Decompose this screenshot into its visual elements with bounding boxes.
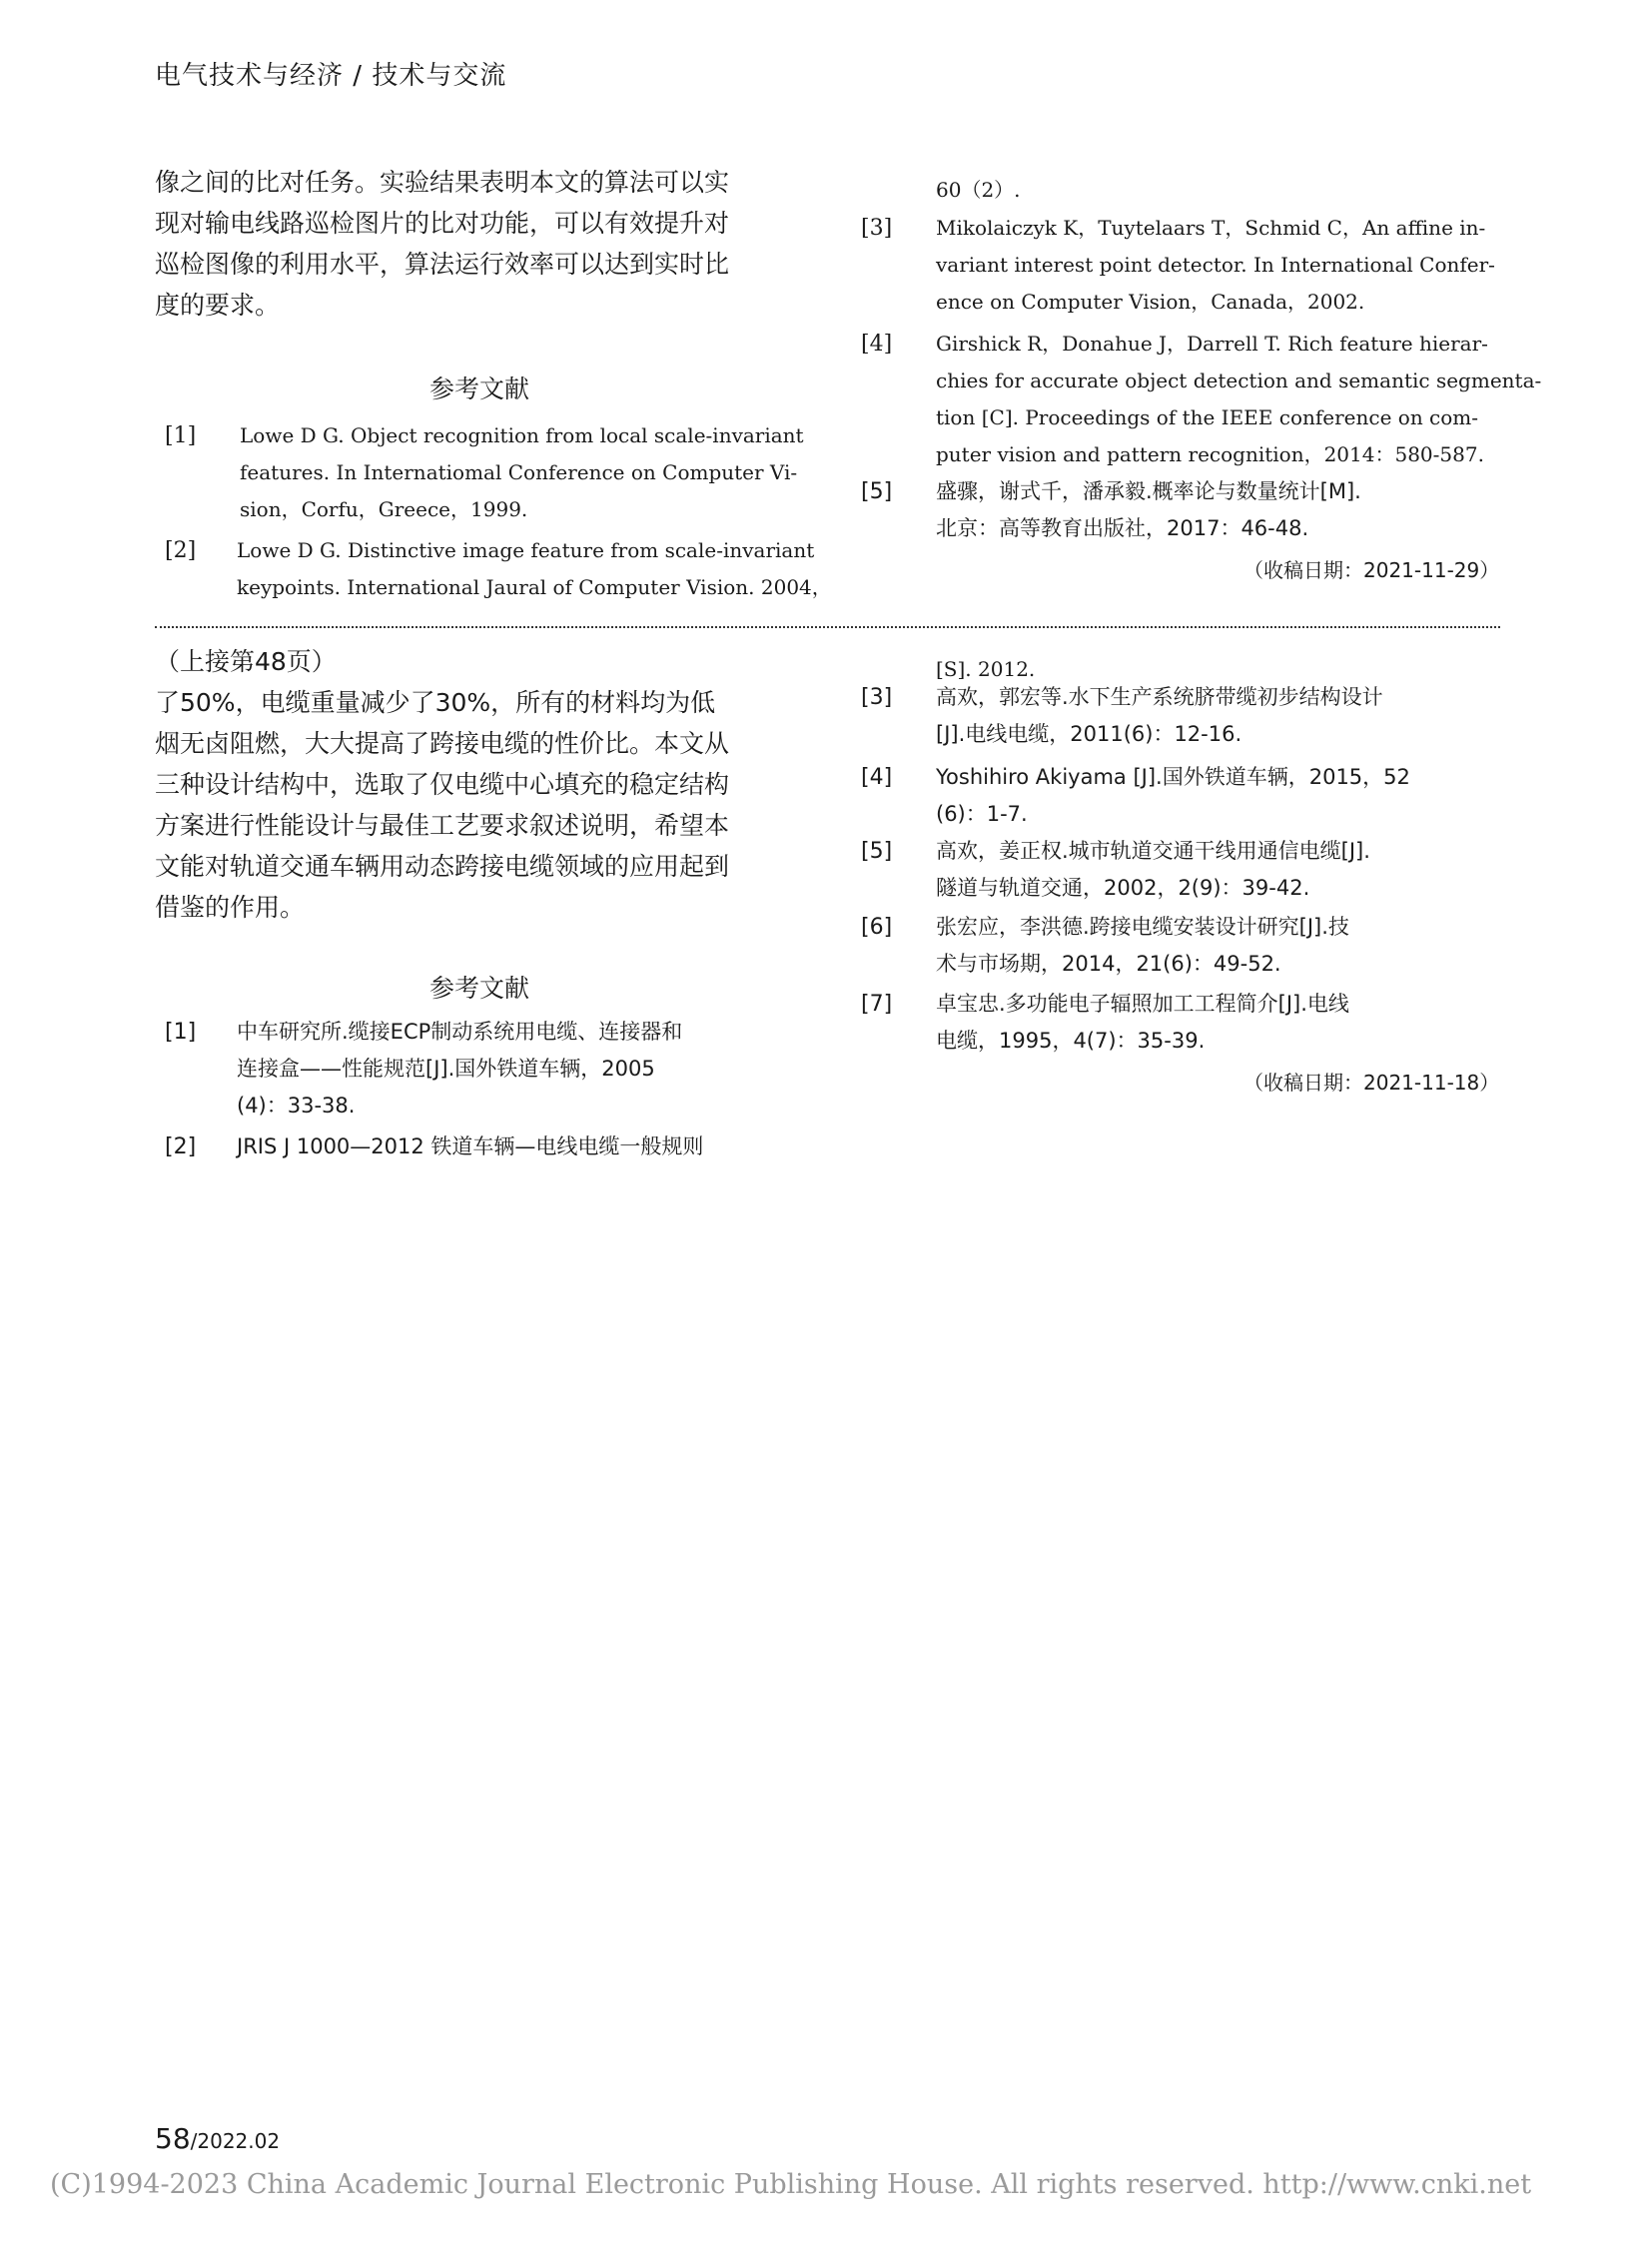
reference-continuation: [S]. 2012. — [936, 657, 1036, 681]
page-footer — [155, 2122, 280, 2155]
reference-line: 高欢，郭宏等.水下生产系统脐带缆初步结构设计 — [936, 685, 1383, 709]
continued-label: （上接第48页） — [155, 647, 337, 676]
references-heading: 参考文献 — [428, 374, 529, 403]
reference-line: Lowe D G. Distinctive image feature from scale-invariant — [237, 538, 815, 562]
reference-number: [5] — [861, 479, 893, 504]
reference-number: [3] — [861, 216, 893, 241]
paragraph-line: 现对输电线路巡检图片的比对功能，可以有效提升对 — [155, 209, 730, 238]
reference-number: [2] — [165, 538, 197, 563]
reference-line: tion [C]. Proceedings of the IEEE conference on com- — [936, 405, 1479, 429]
reference-line: 术与市场期，2014，21(6)：49-52. — [936, 952, 1281, 976]
reference-line: 北京：高等教育出版社，2017：46-48. — [936, 516, 1309, 540]
section-name: 技术与交流 — [372, 61, 507, 91]
paragraph-line: 像之间的比对任务。实验结果表明本文的算法可以实 — [155, 168, 730, 197]
reference-line: Mikolaiczyk K，Tuytelaars T，Schmid C，An affine in- — [936, 216, 1486, 240]
reference-number: [5] — [861, 839, 893, 864]
reference-line: [J].电线电缆，2011(6)：12-16. — [936, 722, 1242, 746]
reference-line: 连接盒——性能规范[J].国外铁道车辆，2005 — [237, 1057, 655, 1081]
issue-date: /2022.02 — [190, 2129, 281, 2153]
received-date: （收稿日期：2021-11-29） — [1243, 558, 1500, 582]
reference-line: puter vision and pattern recognition，2014：580-587. — [936, 442, 1484, 466]
paragraph-line: 巡检图像的利用水平，算法运行效率可以达到实时比 — [155, 250, 730, 279]
reference-line: 中车研究所.缆接ECP制动系统用电缆、连接器和 — [237, 1020, 683, 1044]
body-paragraph — [155, 682, 804, 928]
reference-line: ence on Computer Vision，Canada，2002. — [936, 290, 1365, 314]
received-date: （收稿日期：2021-11-18） — [1243, 1071, 1500, 1095]
running-header — [155, 55, 506, 92]
reference-number: [1] — [165, 1020, 197, 1045]
reference-line: (4)：33-38. — [237, 1094, 356, 1118]
reference-line: JRIS J 1000—2012 铁道车辆—电线电缆一般规则 — [237, 1134, 704, 1158]
reference-line: Yoshihiro Akiyama [J].国外铁道车辆，2015，52 — [936, 765, 1410, 789]
reference-line: 张宏应，李洪德.跨接电缆安装设计研究[J].技 — [936, 915, 1349, 939]
paragraph-line: 三种设计结构中，选取了仅电缆中心填充的稳定结构 — [155, 770, 730, 799]
page-number: 58 — [155, 2122, 191, 2155]
paragraph-line: 文能对轨道交通车辆用动态跨接电缆领域的应用起到 — [155, 852, 730, 881]
reference-line: Girshick R，Donahue J，Darrell T. Rich feature hierar- — [936, 332, 1488, 356]
header-separator: / — [353, 61, 364, 91]
reference-line: 盛骤，谢式千，潘承毅.概率论与数量统计[M]. — [936, 479, 1361, 503]
reference-line: 高欢，姜正权.城市轨道交通干线用通信电缆[J]. — [936, 839, 1370, 863]
reference-line: 隧道与轨道交通，2002，2(9)：39-42. — [936, 876, 1310, 900]
reference-continuation: 60（2）. — [936, 178, 1021, 202]
reference-number: [7] — [861, 992, 893, 1017]
paragraph-line: 方案进行性能设计与最佳工艺要求叙述说明，希望本 — [155, 811, 730, 840]
reference-number: [3] — [861, 685, 893, 710]
reference-number: [4] — [861, 765, 893, 790]
reference-number: [4] — [861, 332, 893, 357]
reference-number: [2] — [165, 1134, 197, 1159]
reference-line: features. In Internatiomal Conference on Computer Vi- — [240, 460, 798, 484]
continued-note — [155, 641, 804, 682]
reference-number: [6] — [861, 915, 893, 940]
section-divider — [155, 626, 1500, 628]
paragraph-line: 借鉴的作用。 — [155, 893, 306, 922]
journal-name: 电气技术与经济 — [155, 61, 345, 91]
reference-line: 电缆，1995，4(7)：35-39. — [936, 1029, 1206, 1053]
paragraph-line: 烟无卤阻燃，大大提高了跨接电缆的性价比。本文从 — [155, 729, 730, 758]
paragraph-line: 了50%，电缆重量减少了30%，所有的材料均为低 — [155, 688, 716, 717]
reference-line: Lowe D G. Object recognition from local scale-invariant — [240, 423, 804, 447]
copyright-notice: (C)1994-2023 China Academic Journal Electronic Publishing House. All rights reserved. http://www.cnki.net — [50, 2169, 1532, 2200]
reference-line: (6)：1-7. — [936, 802, 1028, 826]
conclusion-paragraph — [155, 162, 804, 326]
reference-line: 卓宝忠.多功能电子辐照加工工程简介[J].电线 — [936, 992, 1349, 1016]
reference-line: chies for accurate object detection and semantic segmenta- — [936, 369, 1542, 392]
reference-line: variant interest point detector. In International Confer- — [936, 253, 1495, 277]
paragraph-line: 度的要求。 — [155, 291, 281, 320]
reference-line: sion，Corfu，Greece，1999. — [240, 497, 528, 521]
reference-line: keypoints. International Jaural of Computer Vision. 2004， — [237, 575, 832, 599]
reference-number: [1] — [165, 423, 197, 448]
references-heading: 参考文献 — [428, 974, 529, 1003]
